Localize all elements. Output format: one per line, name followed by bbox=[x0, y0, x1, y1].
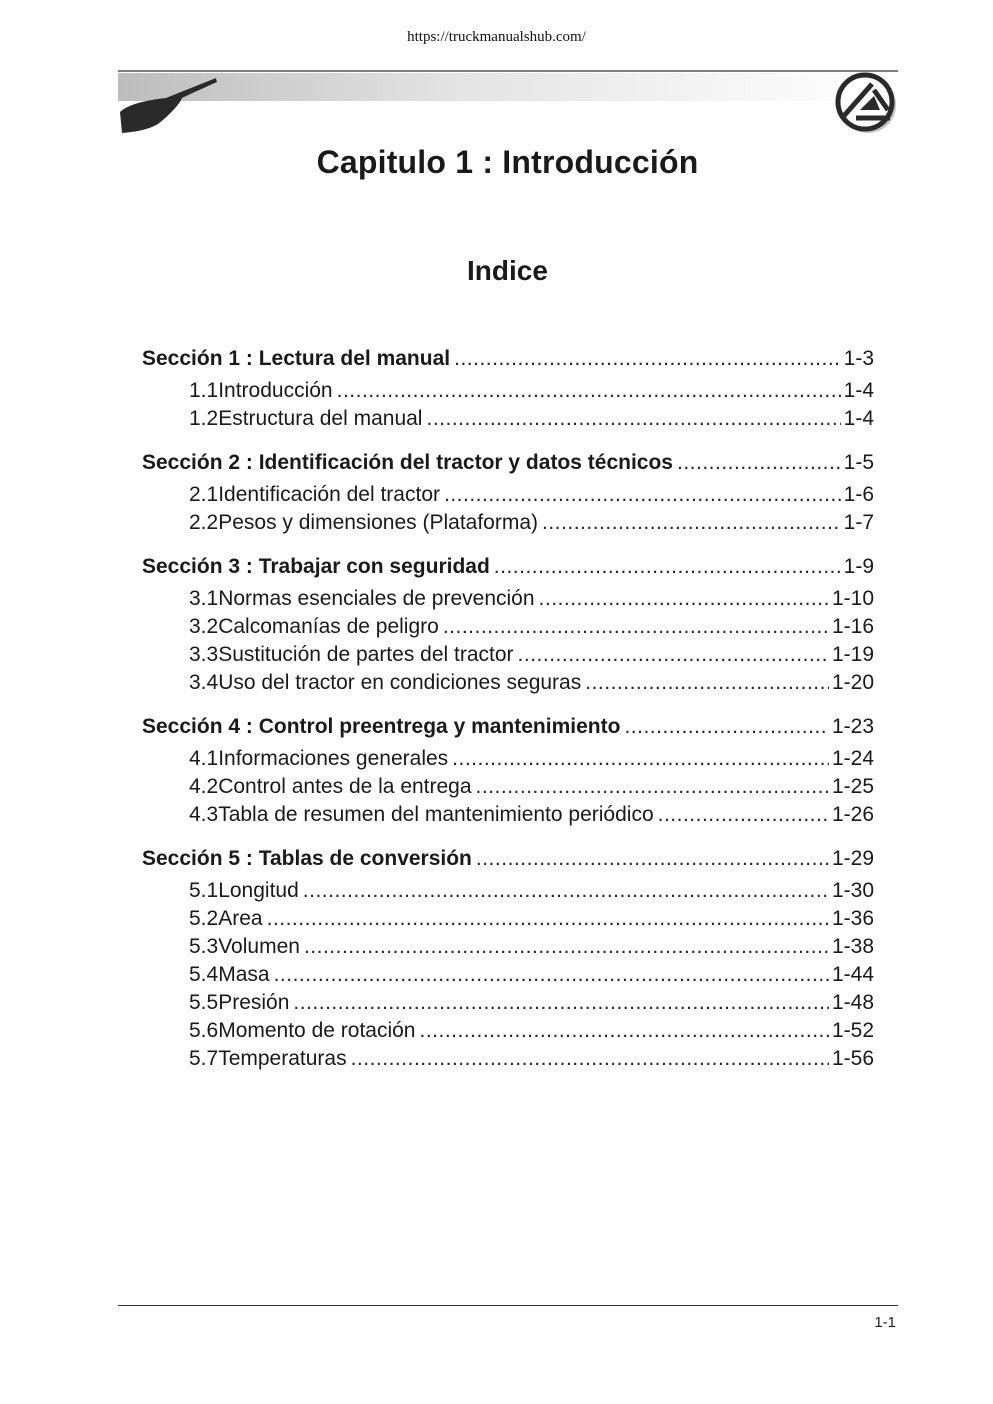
toc-section bbox=[142, 553, 874, 697]
toc-subsection-entry[interactable] bbox=[142, 989, 874, 1017]
toc-subsection-entry[interactable] bbox=[142, 905, 874, 933]
chapter-title: Capitulo 1 : Introducción bbox=[316, 144, 699, 180]
subsection-number: 3.4 bbox=[189, 671, 219, 694]
subsection-page: 1-7 bbox=[843, 511, 874, 534]
subsection-number: 4.2 bbox=[189, 775, 219, 798]
subsection-number: 1.1 bbox=[189, 379, 219, 402]
subsection-page: 1-4 bbox=[843, 407, 874, 430]
toc-subsection-entry[interactable] bbox=[142, 585, 874, 613]
subsection-number: 2.1 bbox=[189, 483, 219, 506]
subsection-title: Presión bbox=[218, 991, 290, 1014]
subsection-title: Informaciones generales bbox=[218, 747, 449, 770]
subsection-number: 1.2 bbox=[189, 407, 219, 430]
table-of-contents bbox=[142, 345, 874, 1089]
section-title: Sección 5 : Tablas de conversión bbox=[142, 847, 472, 870]
toc-section bbox=[142, 449, 874, 537]
toc-subsection-entry[interactable] bbox=[142, 961, 874, 989]
subsection-title: Longitud bbox=[218, 879, 299, 902]
subsection-page: 1-20 bbox=[831, 671, 874, 694]
subsection-number: 5.1 bbox=[189, 879, 219, 902]
toc-section bbox=[142, 845, 874, 1073]
source-url[interactable]: https://truckmanualshub.com/ bbox=[407, 29, 586, 45]
dot-leader bbox=[444, 481, 841, 509]
subsection-number: 2.2 bbox=[189, 511, 219, 534]
toc-subsection-entry[interactable] bbox=[142, 377, 874, 405]
toc-subsection-entry[interactable] bbox=[142, 877, 874, 905]
toc-subsection-entry[interactable] bbox=[142, 773, 874, 801]
toc-subsection-entry[interactable] bbox=[142, 405, 874, 433]
subsection-number: 5.3 bbox=[189, 935, 219, 958]
subsection-page: 1-6 bbox=[843, 483, 874, 506]
subsection-page: 1-10 bbox=[831, 587, 874, 610]
subsection-number: 5.7 bbox=[189, 1047, 219, 1070]
subsection-page: 1-36 bbox=[831, 907, 874, 930]
subsection-number: 4.1 bbox=[189, 747, 219, 770]
subsection-page: 1-30 bbox=[831, 879, 874, 902]
chapter-logo-icon bbox=[838, 75, 896, 133]
dot-leader bbox=[443, 613, 829, 641]
subsection-title: Introducción bbox=[218, 379, 333, 402]
section-title: Sección 3 : Trabajar con seguridad bbox=[142, 555, 490, 578]
toc-subsection-entry[interactable] bbox=[142, 481, 874, 509]
subsection-title: Uso del tractor en condiciones seguras bbox=[218, 671, 582, 694]
footer-divider bbox=[118, 1305, 898, 1306]
chapter-banner bbox=[118, 70, 898, 140]
subsection-title: Normas esenciales de prevención bbox=[218, 587, 535, 610]
subsection-number: 5.6 bbox=[189, 1019, 219, 1042]
toc-subsection-entry[interactable] bbox=[142, 1017, 874, 1045]
toc-subsection-entry[interactable] bbox=[142, 933, 874, 961]
subsection-number: 5.2 bbox=[189, 907, 219, 930]
subsection-title: Estructura del manual bbox=[218, 407, 423, 430]
subsection-page: 1-56 bbox=[831, 1047, 874, 1070]
toc-subsection-entry[interactable] bbox=[142, 669, 874, 697]
toc-section-entry[interactable] bbox=[142, 713, 874, 741]
subsection-title: Control antes de la entrega bbox=[218, 775, 472, 798]
dot-leader bbox=[658, 801, 829, 829]
dot-leader bbox=[419, 1017, 828, 1045]
section-title: Sección 1 : Lectura del manual bbox=[142, 347, 451, 370]
dot-leader bbox=[624, 713, 829, 741]
index-heading: Indice bbox=[467, 255, 548, 286]
toc-subsection-entry[interactable] bbox=[142, 641, 874, 669]
page-number: 1-1 bbox=[874, 1314, 896, 1331]
subsection-page: 1-4 bbox=[843, 379, 874, 402]
toc-subsection-entry[interactable] bbox=[142, 745, 874, 773]
toc-subsection-entry[interactable] bbox=[142, 1045, 874, 1073]
section-page: 1-23 bbox=[831, 715, 874, 738]
dot-leader bbox=[539, 585, 829, 613]
dot-leader bbox=[452, 745, 829, 773]
subsection-number: 5.4 bbox=[189, 963, 219, 986]
subsection-title: Calcomanías de peligro bbox=[218, 615, 439, 638]
subsection-title: Momento de rotación bbox=[218, 1019, 416, 1042]
subsection-number: 5.5 bbox=[189, 991, 219, 1014]
section-title: Sección 4 : Control preentrega y mantenimiento bbox=[142, 715, 621, 738]
dot-leader bbox=[476, 773, 829, 801]
dot-leader bbox=[303, 877, 829, 905]
subsection-title: Temperaturas bbox=[218, 1047, 347, 1070]
subsection-page: 1-38 bbox=[831, 935, 874, 958]
dot-leader bbox=[677, 449, 841, 477]
subsection-title: Pesos y dimensiones (Plataforma) bbox=[218, 511, 539, 534]
section-page: 1-3 bbox=[843, 347, 874, 370]
subsection-title: Volumen bbox=[218, 935, 300, 958]
subsection-title: Tabla de resumen del mantenimiento periódico bbox=[218, 803, 654, 826]
toc-subsection-entry[interactable] bbox=[142, 801, 874, 829]
banner-graphic bbox=[118, 70, 898, 140]
toc-section bbox=[142, 713, 874, 829]
subsection-title: Area bbox=[218, 907, 263, 930]
section-title: Sección 2 : Identificación del tractor y datos técnicos bbox=[142, 451, 673, 474]
subsection-page: 1-26 bbox=[831, 803, 874, 826]
toc-section-entry[interactable] bbox=[142, 449, 874, 477]
toc-section bbox=[142, 345, 874, 433]
dot-leader bbox=[518, 641, 829, 669]
dot-leader bbox=[542, 509, 841, 537]
dot-leader bbox=[293, 989, 829, 1017]
subsection-page: 1-52 bbox=[831, 1019, 874, 1042]
subsection-page: 1-16 bbox=[831, 615, 874, 638]
subsection-title: Masa bbox=[218, 963, 270, 986]
section-page: 1-5 bbox=[843, 451, 874, 474]
toc-section-entry[interactable] bbox=[142, 845, 874, 873]
section-page: 1-29 bbox=[831, 847, 874, 870]
section-page: 1-9 bbox=[843, 555, 874, 578]
dot-leader bbox=[337, 377, 841, 405]
dot-leader bbox=[304, 933, 829, 961]
dot-leader bbox=[274, 961, 829, 989]
subsection-page: 1-44 bbox=[831, 963, 874, 986]
dot-leader bbox=[426, 405, 840, 433]
dot-leader bbox=[585, 669, 829, 697]
subsection-number: 3.3 bbox=[189, 643, 219, 666]
toc-subsection-entry[interactable] bbox=[142, 613, 874, 641]
dot-leader bbox=[267, 905, 829, 933]
subsection-page: 1-19 bbox=[831, 643, 874, 666]
dot-leader bbox=[476, 845, 829, 873]
subsection-page: 1-24 bbox=[831, 747, 874, 770]
dot-leader bbox=[454, 345, 841, 373]
toc-section-entry[interactable] bbox=[142, 345, 874, 373]
subsection-title: Sustitución de partes del tractor bbox=[218, 643, 514, 666]
subsection-page: 1-48 bbox=[831, 991, 874, 1014]
subsection-number: 4.3 bbox=[189, 803, 219, 826]
subsection-number: 3.2 bbox=[189, 615, 219, 638]
subsection-title: Identificación del tractor bbox=[218, 483, 440, 506]
subsection-page: 1-25 bbox=[831, 775, 874, 798]
dot-leader bbox=[494, 553, 841, 581]
subsection-number: 3.1 bbox=[189, 587, 219, 610]
toc-section-entry[interactable] bbox=[142, 553, 874, 581]
dot-leader bbox=[351, 1045, 829, 1073]
toc-subsection-entry[interactable] bbox=[142, 509, 874, 537]
